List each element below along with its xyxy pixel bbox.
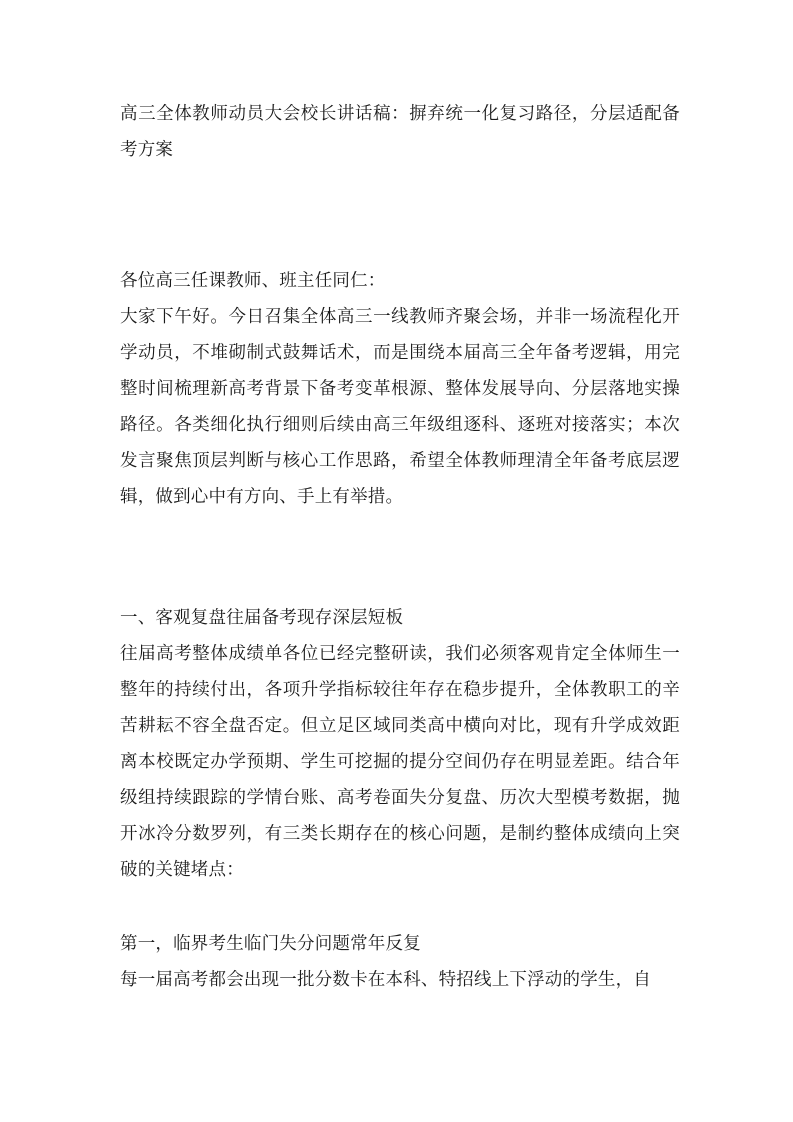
point-paragraph: 每一届高考都会出现一批分数卡在本科、特招线上下浮动的学生，自 [120,970,651,990]
section-heading: 一、客观复盘往届备考现存深层短板 [120,608,404,628]
section-paragraph: 往届高考整体成绩单各位已经完整研读，我们必须客观肯定全体师生一整年的持续付出，各项升学指标较往年存在稳步提升，全体教职工的辛苦耕耘不容全盘否定。但立足区域同类高中横向对比，现有升学成效距离本校既定办学预期、学生可挖掘的提分空间仍存在明显差距。结合年级组持续跟踪的学情台账、高考卷面失分复盘、历次大型模考数据，抛开冰冷分数罗列，有三类长期存在的核心问题，是制约整体成绩向上突破的关键堵点： [120,644,680,880]
intro-paragraph: 大家下午好。今日召集全体高三一线教师齐聚会场，并非一场流程化开学动员，不堆砌制式鼓舞话术，而是围绕本届高三全年备考逻辑，用完整时间梳理新高考背景下备考变革根源、整体发展导向、分层落地实操路径。各类细化执行细则后续由高三年级组逐科、逐班对接落实；本次发言聚焦顶层判断与核心工作思路，希望全体教师理清全年备考底层逻辑，做到心中有方向、手上有举措。 [120,307,680,507]
document-title: 高三全体教师动员大会校长讲话稿：摒弃统一化复习路径，分层适配备考方案 [120,104,680,160]
greeting-line: 各位高三任课教师、班主任同仁： [120,271,386,291]
point-heading: 第一，临界考生临门失分问题常年反复 [120,934,421,954]
